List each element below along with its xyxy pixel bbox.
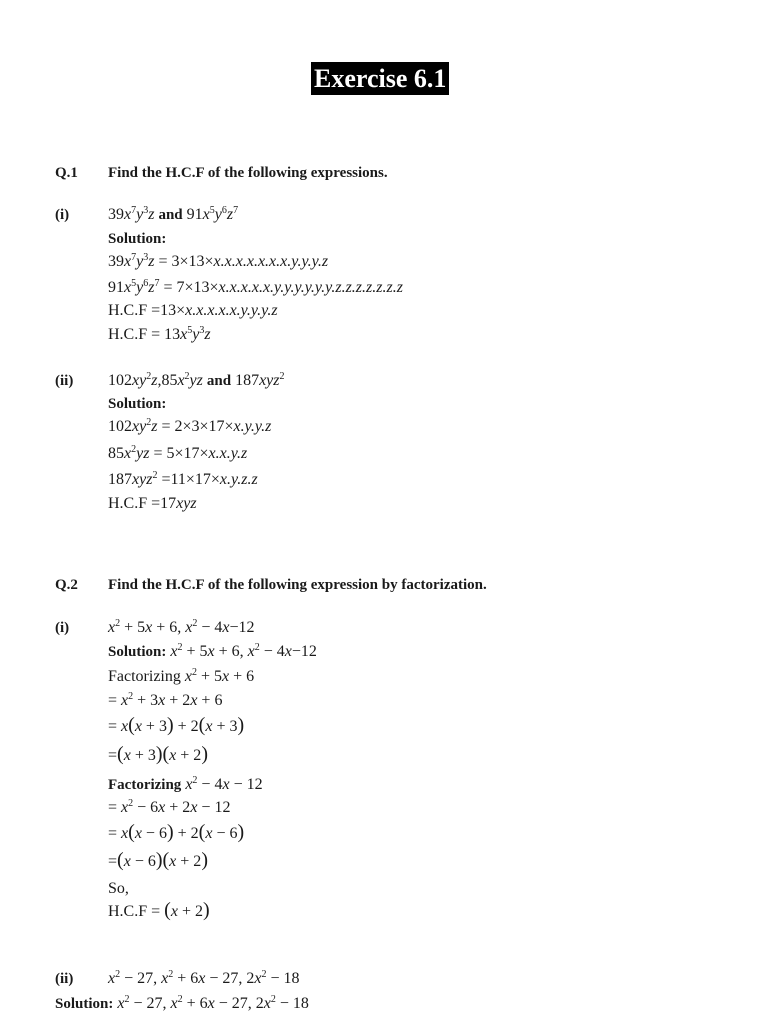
q2-i-f2-step-1: = $x^2 - 6x + 2x - 12$: [108, 798, 231, 816]
q1-part-ii-label: (ii): [55, 373, 74, 389]
q1-i-line-3: H.C.F =13×x.x.x.x.x.y.y.y.z: [108, 302, 278, 319]
q1-ii-line-4: H.C.F =17xyz: [108, 495, 197, 512]
q2-i-factorizing-1: Factorizing $x^2 + 5x + 6$: [108, 667, 255, 685]
q1-part-i-problem: $39x^7y^3z$ and $91x^5y^6z^7$: [108, 205, 239, 223]
q2-part-i-problem: $x^2 + 5x + 6$, $x^2 - 4x-12$: [108, 618, 255, 636]
q2-part-ii-label: (ii): [55, 971, 74, 987]
q1-ii-line-2: $85x^2yz = 5\times 17\times x.x.y.z$: [108, 444, 248, 462]
q1-part-i-solution-label: Solution:: [108, 231, 167, 247]
question-1-text: Find the H.C.F of the following expressions.: [108, 165, 388, 181]
q2-part-ii-problem: $x^2 - 27$, $x^2 + 6x - 27$, $2x^2 - 18$: [108, 969, 300, 987]
q2-i-f2-step-3: =(x − 6)(x + 2): [108, 849, 208, 871]
q1-ii-line-3: 187xyz$^2$ =11×17×x.y.z.z: [108, 470, 258, 488]
q2-i-f1-step-3: =(x + 3)(x + 2): [108, 743, 208, 765]
q2-i-f1-step-2: = x(x + 3) + 2(x + 3): [108, 714, 245, 736]
q1-part-ii-solution-label: Solution:: [108, 396, 167, 412]
q1-part-ii-problem: $102xy^2z,85x^2yz$ and 187xyz$^2$: [108, 371, 285, 389]
q2-ii-solution-line: Solution: $x^2 - 27$, $x^2 + 6x - 27$, $2x^2 - 18$: [55, 994, 309, 1012]
q2-part-i-label: (i): [55, 620, 70, 636]
q1-i-line-4: $H.C.F = 13x^5y^3z$: [108, 325, 211, 343]
question-2-text: Find the H.C.F of the following expression by factorization.: [108, 577, 487, 593]
q1-i-line-2: $91x^5y^6z^7 = 7\times 13\times x.x.x.x.x.y.y.y.y.y.y.z.z.z.z.z.z.z$: [108, 278, 403, 296]
q2-i-f2-step-2: = x(x − 6) + 2(x − 6): [108, 821, 245, 843]
q1-part-i-label: (i): [55, 207, 70, 223]
exercise-title: Exercise 6.1: [311, 62, 449, 95]
q2-i-solution-line: Solution: $x^2 + 5x + 6$, $x^2 - 4x-12$: [108, 642, 317, 660]
q2-i-hcf: H.C.F = (x + 2): [108, 899, 210, 921]
question-2-number: Q.2: [55, 577, 78, 593]
q1-ii-line-1: $102xy^2z = 2\times 3\times 17\times x.y.y.z$: [108, 417, 272, 435]
q2-i-so: So,: [108, 880, 129, 897]
q2-i-factorizing-2: Factorizing $x^2 - 4x - 12$: [108, 775, 263, 793]
question-1-number: Q.1: [55, 165, 78, 181]
q1-i-line-1: $39x^7y^3z = 3\times 13\times x.x.x.x.x.x.x.y.y.y.z$: [108, 252, 329, 270]
q2-i-f1-step-1: = $x^2 + 3x + 2x + 6$: [108, 691, 223, 709]
